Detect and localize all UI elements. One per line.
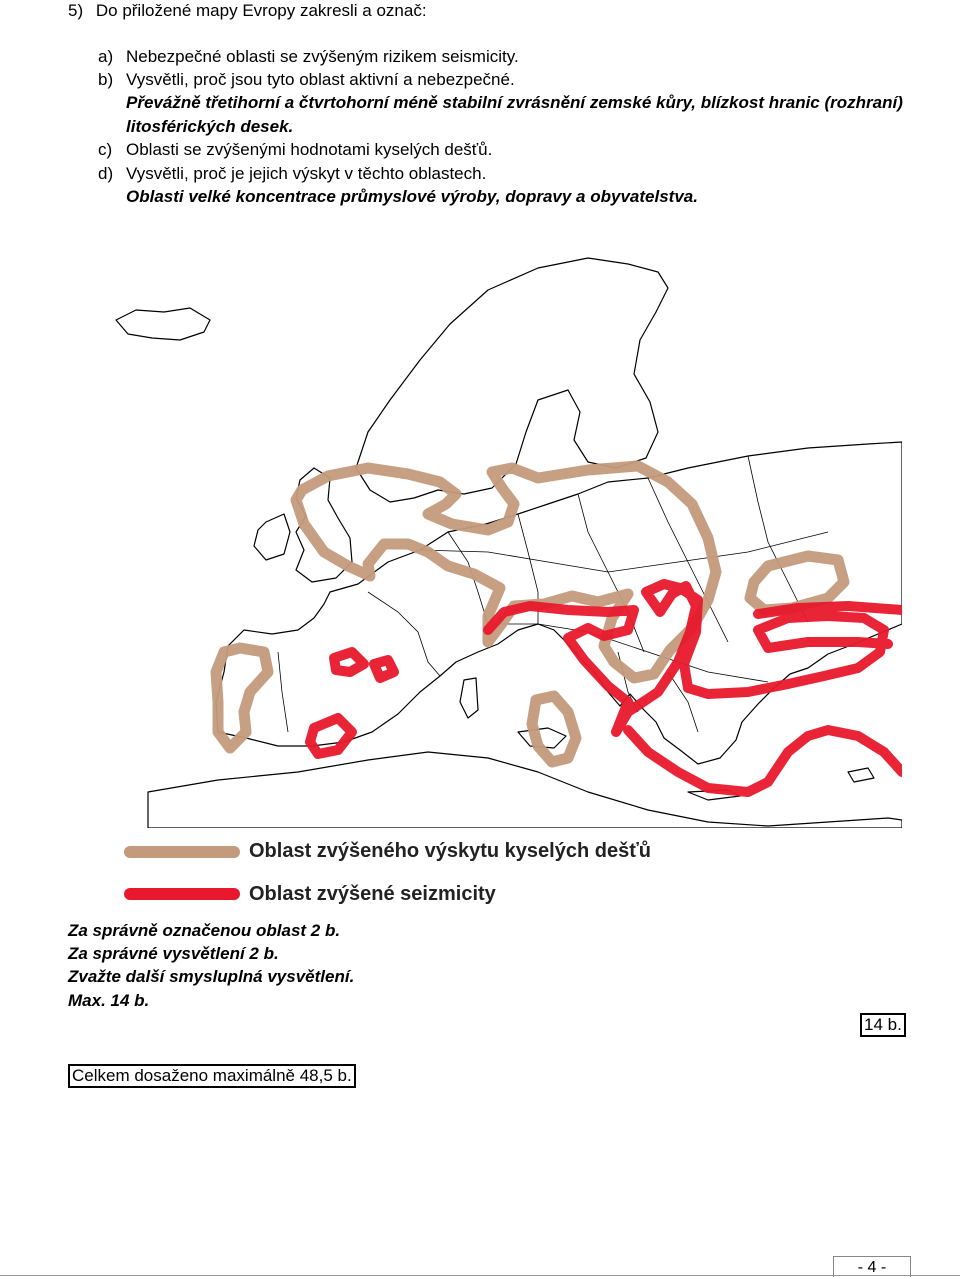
- legend-seismic-swatch: [124, 888, 240, 900]
- sardinia-outline: [460, 678, 478, 718]
- legend-acid-rain-label: Oblast zvýšeného výskytu kyselých dešťů: [249, 840, 651, 862]
- task-item-b: b) Vysvětli, proč jsou tyto oblast aktivní a nebezpečné.: [98, 70, 515, 89]
- task-title: Do přiložené mapy Evropy zakresli a označ:: [95, 1, 427, 20]
- europe-map: [68, 232, 902, 828]
- task-heading: [68, 0, 427, 22]
- answer-b-line2: litosférických desek.: [126, 117, 294, 136]
- scoring-line-4: Max. 14 b.: [68, 991, 150, 1010]
- iceland-outline: [116, 308, 210, 340]
- total-box: Celkem dosaženo maximálně 48,5 b.: [68, 1064, 356, 1088]
- task-item-c: c) Oblasti se zvýšenými hodnotami kyselých dešťů.: [98, 140, 493, 159]
- scoring-line-1: Za správně označenou oblast 2 b.: [68, 921, 341, 940]
- task-number: 5): [68, 1, 84, 20]
- task-item-d: d) Vysvětli, proč je jejich výskyt v těchto oblastech.: [98, 164, 487, 183]
- cyprus-outline: [848, 768, 874, 782]
- acid-rain-zone-south-italy: [532, 696, 576, 762]
- ireland-outline: [254, 514, 290, 560]
- scoring-line-3: Zvažte další smysluplná vysvětlení.: [68, 967, 355, 986]
- page-number: - 4 -: [833, 1256, 911, 1277]
- points-box: 14 b.: [860, 1013, 906, 1037]
- north-africa-outline: [148, 752, 902, 828]
- scoring-line-2: Za správné vysvětlení 2 b.: [68, 944, 279, 963]
- answer-b-line1: Převážně třetihorní a čtvrtohorní méně stabilní zvrásnění zemské kůry, blízkost hranic (rozhraní): [126, 93, 903, 112]
- task-item-a: a) Nebezpečné oblasti se zvýšeným rizikem seismicity.: [98, 47, 519, 66]
- answer-d: Oblasti velké koncentrace průmyslové výroby, dopravy a obyvatelstva.: [126, 187, 698, 206]
- legend-seismic-label: Oblast zvýšené seizmicity: [249, 883, 496, 905]
- legend-acid-rain-swatch: [124, 846, 240, 858]
